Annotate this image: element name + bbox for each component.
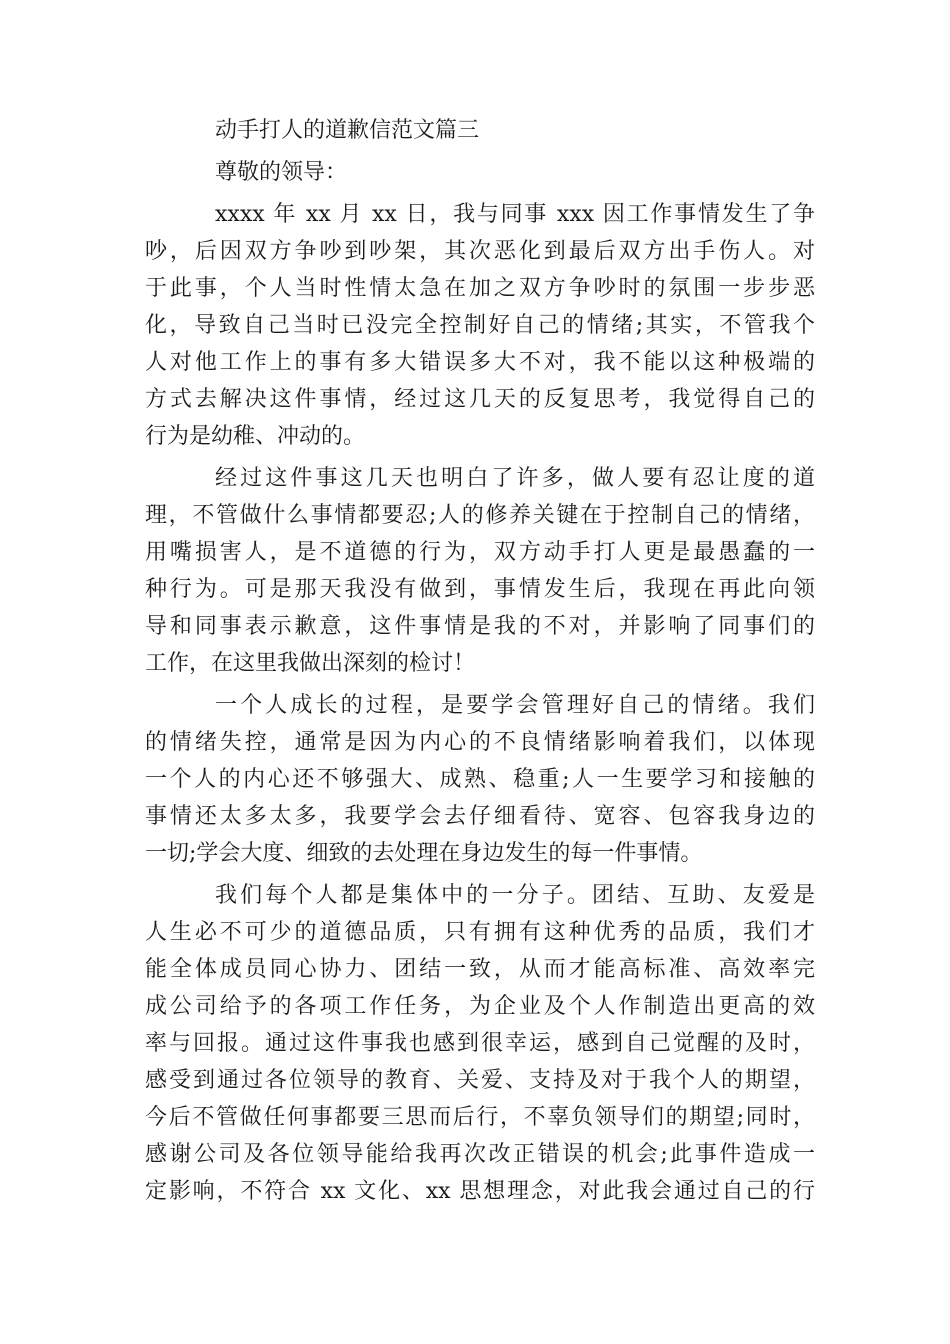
paragraph-line: 人生必不可少的道德品质，只有拥有这种优秀的品质，我们才 bbox=[145, 920, 815, 945]
paragraph-line: 能全体成员同心协力、团结一致，从而才能高标准、高效率完 bbox=[145, 957, 815, 982]
paragraph-line: 于此事，个人当时性情太急在加之双方争吵时的氛围一步步恶 bbox=[145, 276, 815, 301]
paragraph-line: 行为是幼稚、冲动的。 bbox=[145, 424, 366, 449]
document-body bbox=[145, 112, 815, 1210]
paragraph-line: 理，不管做什么事情都要忍;人的修养关键在于控制自己的情绪， bbox=[145, 503, 815, 528]
paragraph-2 bbox=[145, 460, 815, 682]
paragraph-line: 定影响，不符合 xx 文化、xx 思想理念，对此我会通过自己的行 bbox=[145, 1179, 815, 1204]
paragraph-line: xxxx 年 xx 月 xx 日，我与同事 xxx 因工作事情发生了争 bbox=[215, 202, 815, 227]
paragraph-line: 化，导致自己当时已没完全控制好自己的情绪;其实，不管我个 bbox=[145, 313, 815, 338]
paragraph-line: 导和同事表示歉意，这件事情是我的不对，并影响了同事们的 bbox=[145, 614, 815, 639]
paragraph-line: 感谢公司及各位领导能给我再次改正错误的机会;此事件造成一 bbox=[145, 1142, 815, 1167]
paragraph-line: 我们每个人都是集体中的一分子。团结、互助、友爱是 bbox=[215, 883, 815, 908]
paragraph-1 bbox=[145, 196, 815, 455]
document-title: 动手打人的道歉信范文篇三 bbox=[215, 118, 480, 143]
paragraph-line: 一个人的内心还不够强大、成熟、稳重;人一生要学习和接触的 bbox=[145, 767, 815, 792]
salutation: 尊敬的领导： bbox=[215, 160, 348, 185]
paragraph-line: 方式去解决这件事情，经过这几天的反复思考，我觉得自己的 bbox=[145, 387, 815, 412]
paragraph-line: 事情还太多太多，我要学会去仔细看待、宽容、包容我身边的 bbox=[145, 804, 815, 829]
paragraph-line: 用嘴损害人，是不道德的行为，双方动手打人更是最愚蠢的一 bbox=[145, 540, 815, 565]
paragraph-line: 率与回报。通过这件事我也感到很幸运，感到自己觉醒的及时， bbox=[145, 1031, 815, 1056]
paragraph-line: 的情绪失控，通常是因为内心的不良情绪影响着我们，以体现 bbox=[145, 730, 815, 755]
paragraph-line: 经过这件事这几天也明白了许多，做人要有忍让度的道 bbox=[215, 466, 815, 491]
paragraph-4 bbox=[145, 877, 815, 1210]
paragraph-line: 成公司给予的各项工作任务，为企业及个人作制造出更高的效 bbox=[145, 994, 815, 1019]
paragraph-line: 今后不管做任何事都要三思而后行，不辜负领导们的期望;同时， bbox=[145, 1105, 815, 1130]
paragraph-line: 人对他工作上的事有多大错误多大不对，我不能以这种极端的 bbox=[145, 350, 815, 375]
paragraph-line: 工作，在这里我做出深刻的检讨！ bbox=[145, 651, 476, 676]
paragraph-line: 一切;学会大度、细致的去处理在身边发生的每一件事情。 bbox=[145, 841, 703, 866]
paragraph-line: 一个人成长的过程，是要学会管理好自己的情绪。我们 bbox=[215, 693, 815, 718]
paragraph-line: 感受到通过各位领导的教育、关爱、支持及对于我个人的期望， bbox=[145, 1068, 815, 1093]
paragraph-line: 吵，后因双方争吵到吵架，其次恶化到最后双方出手伤人。对 bbox=[145, 239, 815, 264]
paragraph-3 bbox=[145, 687, 815, 872]
paragraph-line: 种行为。可是那天我没有做到，事情发生后，我现在再此向领 bbox=[145, 577, 815, 602]
